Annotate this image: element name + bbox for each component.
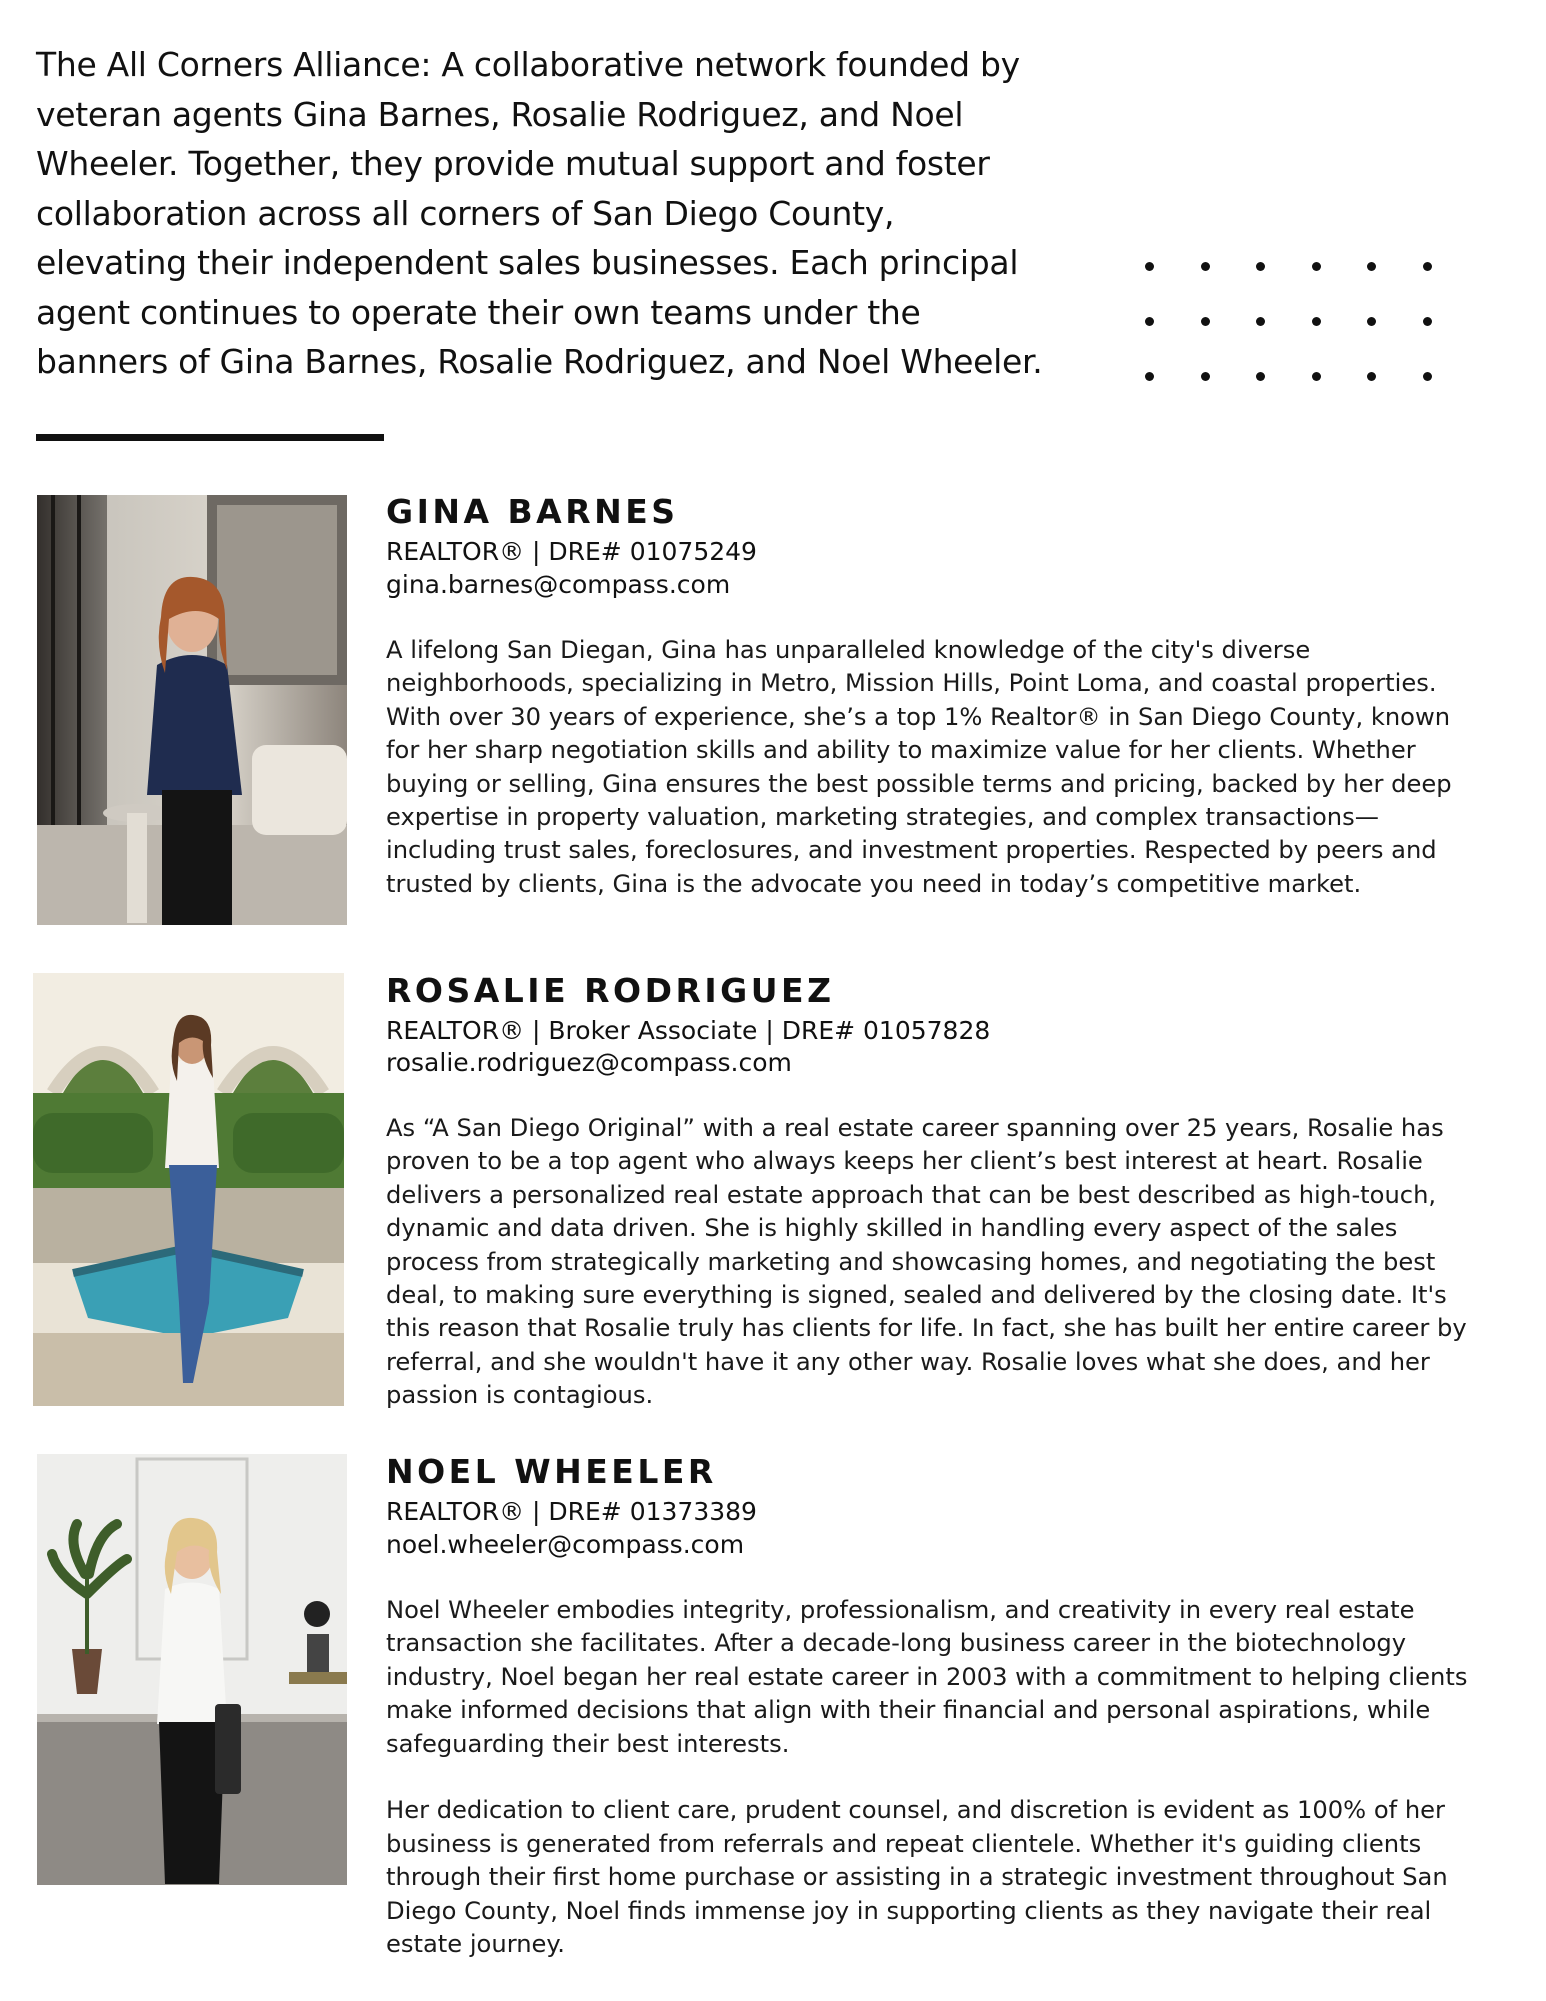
divider-rule xyxy=(36,434,384,441)
decorative-dot xyxy=(1367,317,1376,326)
agent-name: GINA BARNES xyxy=(386,492,679,531)
decorative-dot xyxy=(1145,372,1154,381)
agent-email: rosalie.rodriguez@compass.com xyxy=(386,1048,792,1077)
decorative-dot-grid xyxy=(1145,262,1465,392)
intro-paragraph: The All Corners Alliance: A collaborative network founded by veteran agents Gina Barnes, Rosalie Rodriguez, and Noel Wheeler. Together, they provide mutual support and foster collaboration across all corners of San Diego County, elevating their independent sales businesses. Each principal agent continues to operate their own teams under the banners of Gina Barnes, Rosalie Rodriguez, and Noel Wheeler. xyxy=(36,45,1043,381)
decorative-dot xyxy=(1423,317,1432,326)
agent-bio-paragraph: Noel Wheeler embodies integrity, professionalism, and creativity in every real estate transaction she facilitates. After a decade-long business career in the biotechnology industry, Noel began her real estate career in 2003 with a commitment to helping clients make informed decisions that align with their financial and personal aspirations, while safeguarding their best interests. xyxy=(386,1596,1468,1758)
agent-bio xyxy=(386,1594,1486,1961)
decorative-dot xyxy=(1312,372,1321,381)
decorative-dot xyxy=(1256,372,1265,381)
decorative-dot xyxy=(1423,372,1432,381)
decorative-dot xyxy=(1312,317,1321,326)
decorative-dot xyxy=(1201,262,1210,271)
agent-email: noel.wheeler@compass.com xyxy=(386,1530,745,1559)
decorative-dot xyxy=(1367,262,1376,271)
decorative-dot xyxy=(1145,262,1154,271)
agent-bio xyxy=(386,1112,1486,1413)
decorative-dot xyxy=(1201,372,1210,381)
agent-credentials: REALTOR® | DRE# 01075249 xyxy=(386,537,757,566)
agent-bio-paragraph: Her dedication to client care, prudent counsel, and discretion is evident as 100% of her business is generated from referrals and repeat clientele. Whether it's guiding clients through their first home purchase or assisting in a strategic investment throughout San Diego County, Noel finds immense joy in supporting clients as they navigate their real estate journey. xyxy=(386,1796,1448,1959)
agent-bio xyxy=(386,634,1486,901)
agent-name: NOEL WHEELER xyxy=(386,1452,717,1491)
noel-wheeler-photo xyxy=(37,1454,347,1885)
agent-credentials: REALTOR® | Broker Associate | DRE# 01057828 xyxy=(386,1016,991,1045)
decorative-dot xyxy=(1145,317,1154,326)
agent-bio-paragraph: As “A San Diego Original” with a real estate career spanning over 25 years, Rosalie has proven to be a top agent who always keeps her client’s best interest at heart. Rosalie delivers a personalized real estate approach that can be best described as high-touch, dynamic and data driven. She is highly skilled in handling every aspect of the sales process from strategically marketing and showcasing homes, and negotiating the best deal, to making sure everything is signed, sealed and delivered by the closing date. It's this reason that Rosalie truly has clients for life. In fact, she has built her entire career by referral, and she wouldn't have it any other way. Rosalie loves what she does, and her passion is contagious. xyxy=(386,1114,1467,1410)
agent-email: gina.barnes@compass.com xyxy=(386,570,731,599)
rosalie-rodriguez-photo xyxy=(33,973,344,1406)
agent-name: ROSALIE RODRIGUEZ xyxy=(386,971,835,1010)
decorative-dot xyxy=(1256,262,1265,271)
decorative-dot xyxy=(1423,262,1432,271)
decorative-dot xyxy=(1367,372,1376,381)
gina-barnes-photo xyxy=(37,495,347,925)
decorative-dot xyxy=(1201,317,1210,326)
agent-credentials: REALTOR® | DRE# 01373389 xyxy=(386,1497,757,1526)
decorative-dot xyxy=(1312,262,1321,271)
decorative-dot xyxy=(1256,317,1265,326)
agent-bio-paragraph: A lifelong San Diegan, Gina has unparalleled knowledge of the city's diverse neighborhoods, specializing in Metro, Mission Hills, Point Loma, and coastal properties. With over 30 years of experience, she’s a top 1% Realtor® in San Diego County, known for her sharp negotiation skills and ability to maximize value for her clients. Whether buying or selling, Gina ensures the best possible terms and pricing, backed by her deep expertise in property valuation, marketing strategies, and complex transactions—including trust sales, foreclosures, and investment properties. Respected by peers and trusted by clients, Gina is the advocate you need in today’s competitive market. xyxy=(386,636,1452,898)
